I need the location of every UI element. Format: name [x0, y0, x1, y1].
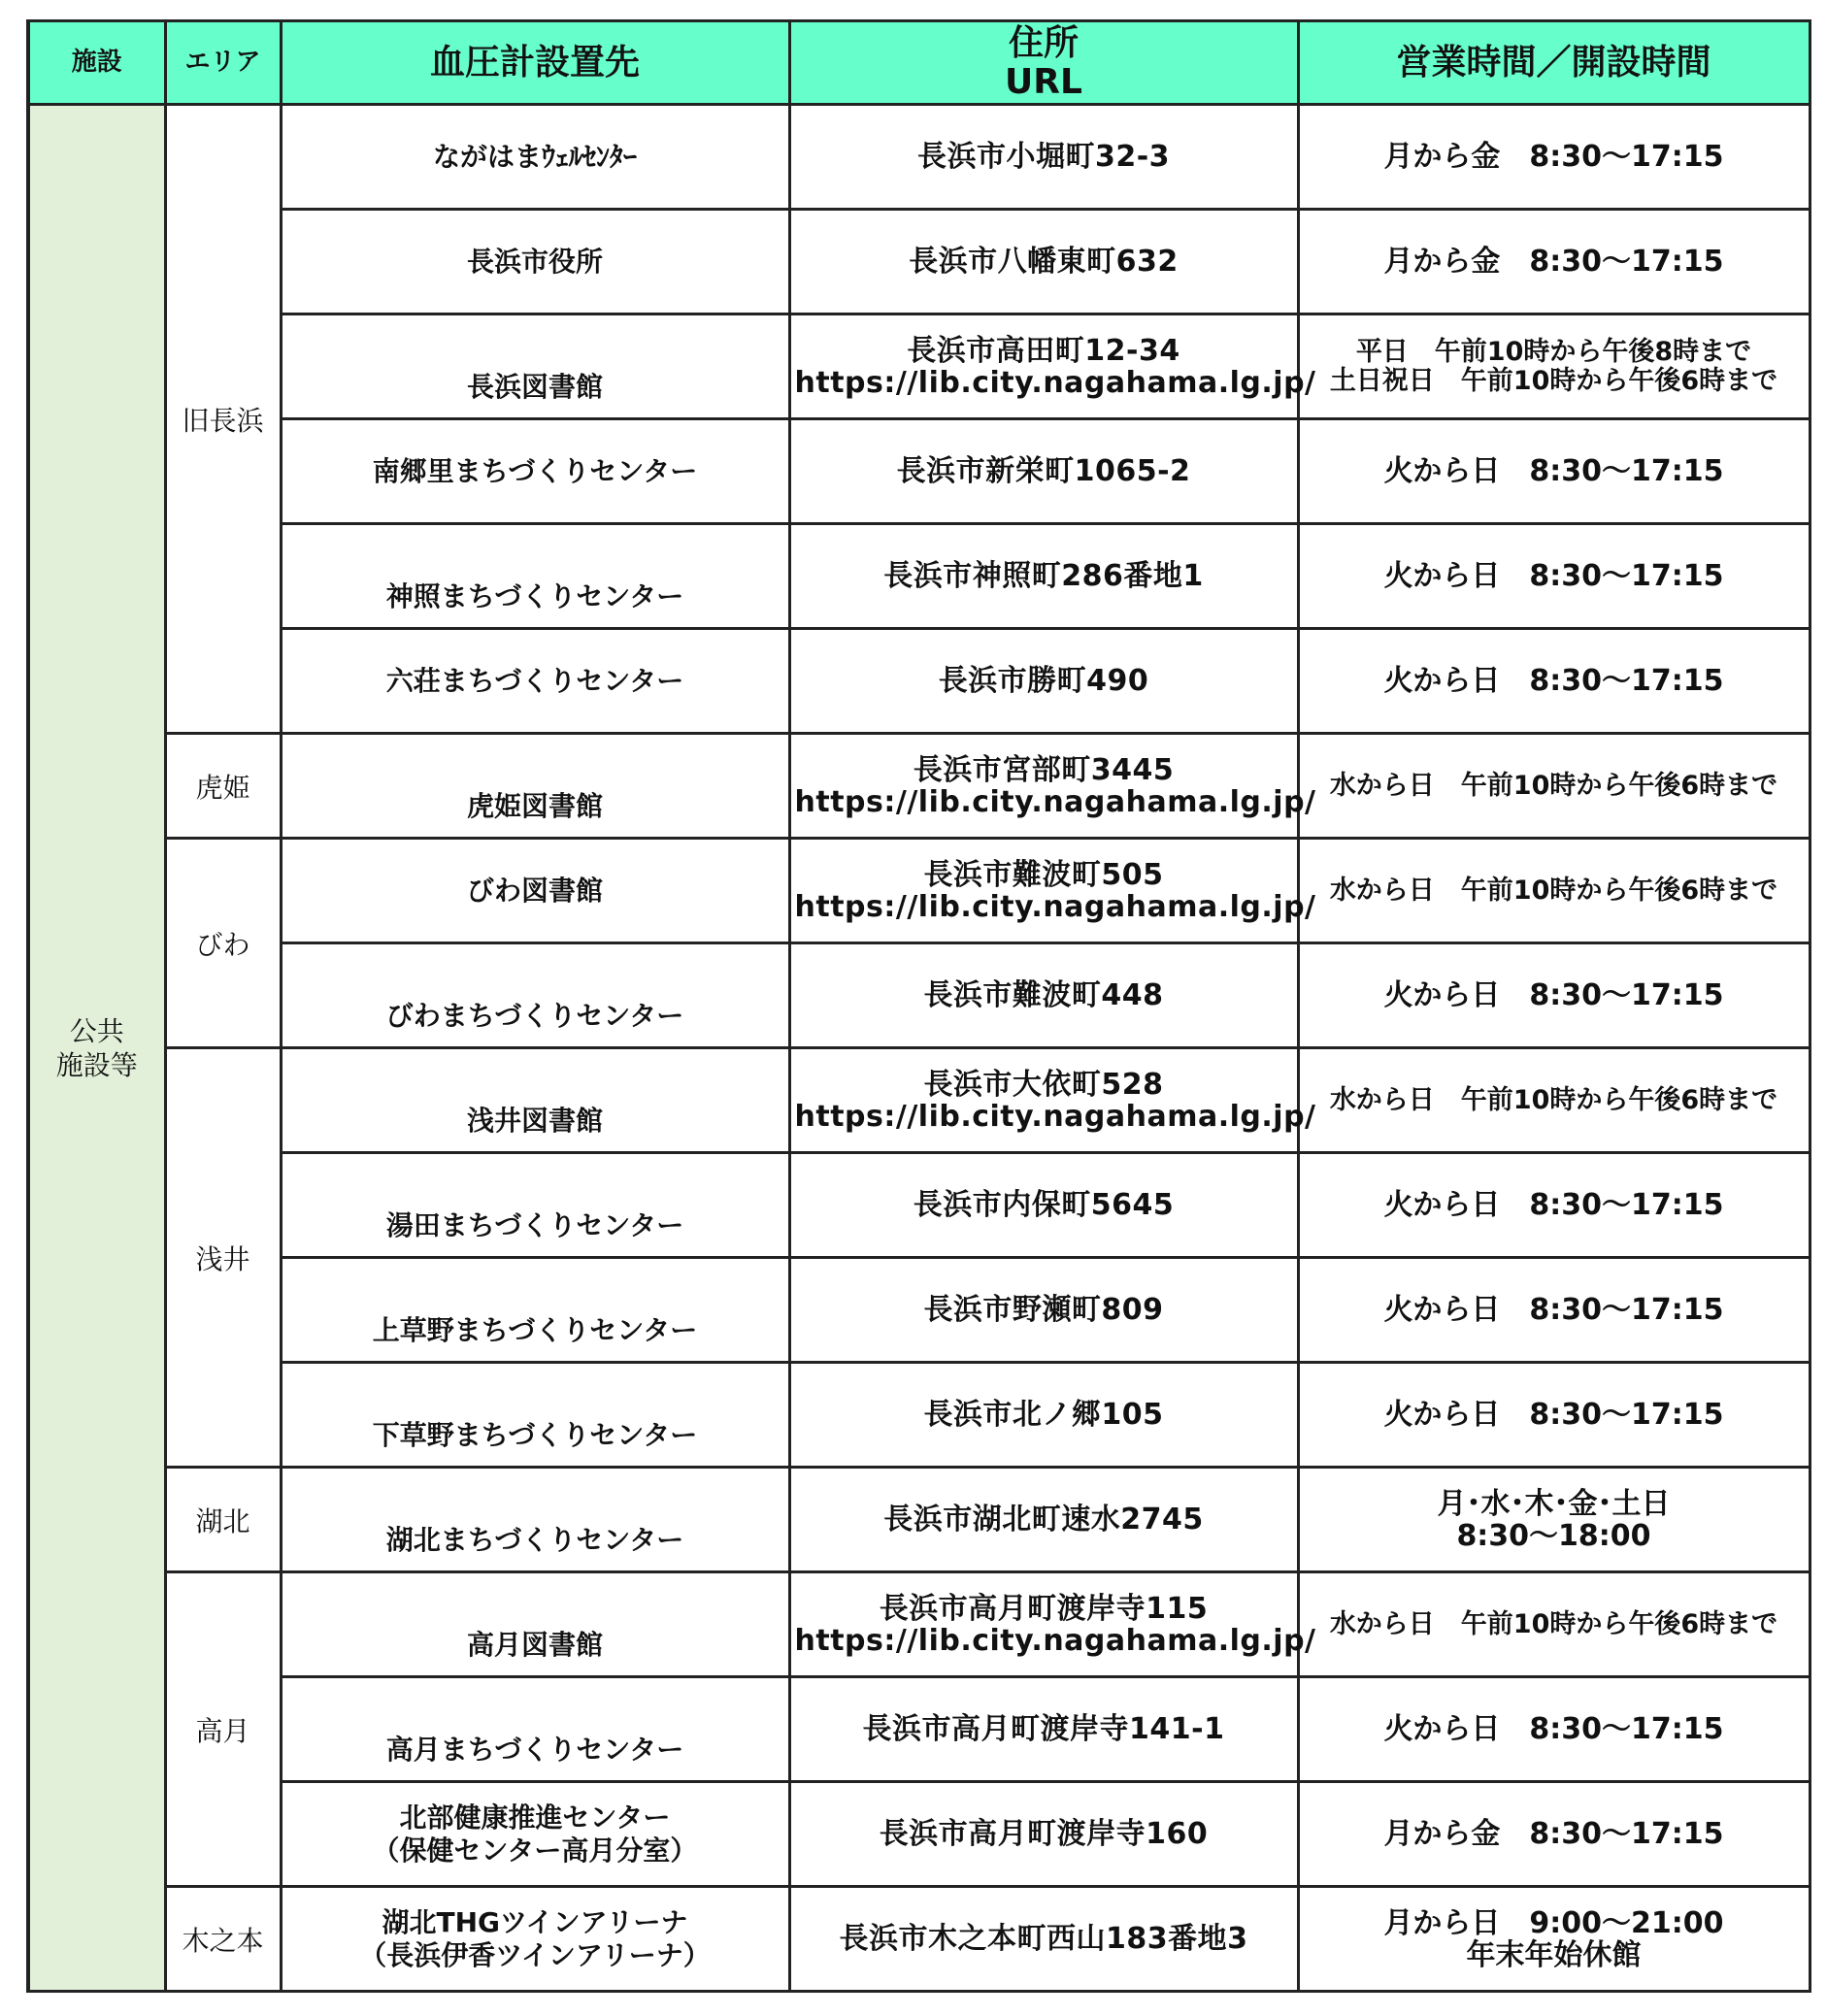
facility-type-line2: 施設等	[55, 1048, 138, 1081]
hours-text: 月から金 8:30～17:15	[1383, 1817, 1724, 1851]
hours-cell	[1298, 1468, 1810, 1572]
address-text: 長浜市神照町286番地1	[883, 559, 1204, 593]
header-location: 血圧計設置先	[281, 21, 789, 105]
address-text: 長浜市内保町5645	[913, 1188, 1175, 1222]
location-cell	[281, 1677, 789, 1782]
location-name: 南郷里まちづくりセンター	[372, 454, 698, 487]
address-url-link[interactable]: https://lib.city.nagahama.lg.jp/	[794, 1099, 1316, 1134]
hours-text: 月から金 8:30～17:15	[1383, 245, 1724, 279]
table-row	[28, 1677, 1810, 1782]
address-text: 長浜市難波町505	[923, 857, 1164, 892]
address-cell	[789, 105, 1298, 210]
header-address-label: 住所	[1008, 22, 1079, 63]
hours-cell	[1298, 1887, 1810, 1992]
location-cell	[281, 1363, 789, 1468]
table-row	[28, 419, 1810, 524]
table-row	[28, 524, 1810, 629]
address-text: 長浜市難波町448	[923, 978, 1164, 1012]
header-row	[28, 21, 1810, 105]
hours-text: 火から日 8:30～17:15	[1383, 664, 1724, 698]
hours-cell	[1298, 1048, 1810, 1153]
table-row	[28, 210, 1810, 314]
hours-text: 月から金 8:30～17:15	[1383, 140, 1724, 174]
address-cell	[789, 1887, 1298, 1992]
address-url-link[interactable]: https://lib.city.nagahama.lg.jp/	[794, 365, 1316, 400]
address-text: 長浜市高月町渡岸寺115	[879, 1591, 1209, 1626]
area-cell: 湖北	[165, 1468, 281, 1572]
hours-text: 火から日 8:30～17:15	[1383, 1712, 1724, 1746]
location-cell	[281, 105, 789, 210]
address-text: 長浜市小堀町32-3	[916, 140, 1171, 174]
hours-cell	[1298, 839, 1810, 943]
location-name: ながはまｳｪﾙｾﾝﾀｰ	[432, 140, 637, 173]
address-text: 長浜市野瀬町809	[923, 1293, 1164, 1327]
hours-cell	[1298, 734, 1810, 839]
table-row	[28, 1887, 1810, 1992]
hours-text: 水から日 午前10時から午後6時まで	[1329, 1608, 1778, 1639]
address-cell	[789, 314, 1316, 419]
address-cell	[789, 1153, 1298, 1258]
location-cell	[281, 1153, 789, 1258]
table-row	[28, 734, 1810, 839]
header-facility: 施設	[28, 21, 165, 105]
header-url-label: URL	[1005, 61, 1082, 102]
location-cell	[281, 524, 789, 629]
address-cell	[789, 1468, 1298, 1572]
address-cell	[789, 629, 1298, 734]
address-cell	[789, 839, 1316, 943]
address-text: 長浜市湖北町速水2745	[883, 1503, 1204, 1537]
table-row	[28, 1363, 1810, 1468]
hours-cell	[1298, 1363, 1810, 1468]
location-cell	[281, 1468, 789, 1572]
location-name: 浅井図書館	[466, 1105, 603, 1138]
address-text: 長浜市北ノ郷105	[923, 1398, 1164, 1432]
location-name: 虎姫図書館	[466, 790, 603, 823]
location-name: びわ図書館	[466, 874, 603, 907]
area-cell: 虎姫	[165, 734, 281, 839]
area-cell: 浅井	[165, 1048, 281, 1468]
hours-text: 水から日 午前10時から午後6時まで	[1329, 875, 1778, 906]
address-text: 長浜市高月町渡岸寺160	[879, 1817, 1209, 1851]
address-text: 長浜市宮部町3445	[913, 752, 1175, 787]
hours-text: 月から日 9:00～21:00	[1383, 1905, 1724, 1940]
hours-cell	[1298, 105, 1810, 210]
location-name: 高月まちづくりセンター	[385, 1734, 684, 1767]
location-cell	[281, 943, 789, 1048]
hours-text-2: 8:30～18:00	[1456, 1518, 1651, 1553]
location-cell	[281, 839, 789, 943]
table-row	[28, 314, 1810, 419]
hours-cell	[1298, 943, 1810, 1048]
hours-cell	[1298, 314, 1810, 419]
address-cell	[789, 1363, 1298, 1468]
location-name: 長浜市役所	[466, 245, 603, 278]
hours-text: 水から日 午前10時から午後6時まで	[1329, 1084, 1778, 1115]
location-name: 高月図書館	[466, 1629, 603, 1662]
hours-cell	[1298, 629, 1810, 734]
location-name: 下草野まちづくりセンター	[372, 1419, 698, 1452]
location-name: 神照まちづくりセンター	[385, 580, 684, 613]
location-name: 湖北まちづくりセンター	[385, 1524, 684, 1557]
facility-type-cell	[28, 105, 165, 1992]
header-area: エリア	[165, 21, 281, 105]
address-cell	[789, 419, 1298, 524]
table-row	[28, 105, 1810, 210]
address-cell	[789, 210, 1298, 314]
location-cell	[281, 419, 789, 524]
hours-text: 火から日 8:30～17:15	[1383, 1398, 1724, 1432]
table-row	[28, 1153, 1810, 1258]
header-hours: 営業時間／開設時間	[1298, 21, 1810, 105]
hours-text: 火から日 8:30～17:15	[1383, 454, 1724, 488]
location-name: 湖北THGツインアリーナ	[382, 1905, 688, 1938]
hours-text: 水から日 午前10時から午後6時まで	[1329, 770, 1778, 801]
table-row	[28, 629, 1810, 734]
address-text: 長浜市木之本町西山183番地3	[839, 1922, 1248, 1956]
hours-text: 火から日 8:30～17:15	[1383, 978, 1724, 1012]
location-name-sub: （保健センター高月分室）	[372, 1834, 698, 1867]
address-text: 長浜市高田町12-34	[907, 333, 1180, 368]
address-url-link[interactable]: https://lib.city.nagahama.lg.jp/	[794, 784, 1316, 819]
address-cell	[789, 1782, 1298, 1887]
location-cell	[281, 314, 789, 419]
hours-cell	[1298, 210, 1810, 314]
location-name-sub: （長浜伊香ツインアリーナ）	[359, 1938, 711, 1971]
location-name: 北部健康推進センター	[399, 1801, 671, 1834]
hours-text: 火から日 8:30～17:15	[1383, 1188, 1724, 1222]
table-row	[28, 943, 1810, 1048]
location-name: びわまちづくりセンター	[385, 1000, 684, 1033]
hours-text-2: 土日祝日 午前10時から午後6時まで	[1329, 365, 1778, 396]
location-name: 上草野まちづくりセンター	[372, 1314, 698, 1347]
address-url-link[interactable]: https://lib.city.nagahama.lg.jp/	[794, 889, 1316, 924]
address-text: 長浜市大依町528	[923, 1067, 1164, 1102]
location-cell	[281, 734, 789, 839]
table-row	[28, 839, 1810, 943]
blood-pressure-monitor-table	[26, 19, 1811, 1993]
location-name: 湯田まちづくりセンター	[385, 1209, 684, 1242]
address-text: 長浜市新栄町1065-2	[896, 454, 1191, 488]
hours-text: 火から日 8:30～17:15	[1383, 559, 1724, 593]
address-text: 長浜市勝町490	[938, 664, 1149, 698]
address-text: 長浜市高月町渡岸寺141-1	[862, 1712, 1225, 1746]
table-row	[28, 1258, 1810, 1363]
address-url-link[interactable]: https://lib.city.nagahama.lg.jp/	[794, 1623, 1316, 1658]
header-address-url	[789, 21, 1298, 105]
address-cell	[789, 1677, 1298, 1782]
hours-cell	[1298, 1677, 1810, 1782]
address-cell	[789, 1048, 1316, 1153]
location-name: 長浜図書館	[466, 371, 603, 404]
location-cell	[281, 1572, 789, 1677]
address-cell	[789, 524, 1298, 629]
table-row	[28, 1782, 1810, 1887]
location-cell	[281, 629, 789, 734]
area-cell: びわ	[165, 839, 281, 1048]
hours-cell	[1298, 524, 1810, 629]
hours-cell	[1298, 1572, 1810, 1677]
area-cell: 木之本	[165, 1887, 281, 1992]
hours-text: 月･水･木･金･土日	[1437, 1486, 1671, 1521]
table-row	[28, 1572, 1810, 1677]
hours-cell	[1298, 1153, 1810, 1258]
address-cell	[789, 943, 1298, 1048]
hours-cell	[1298, 1258, 1810, 1363]
location-cell	[281, 1782, 789, 1887]
hours-cell	[1298, 1782, 1810, 1887]
hours-text: 火から日 8:30～17:15	[1383, 1293, 1724, 1327]
location-cell	[281, 1258, 789, 1363]
location-cell	[281, 1048, 789, 1153]
location-cell	[281, 210, 789, 314]
location-name: 六荘まちづくりセンター	[385, 664, 684, 697]
address-cell	[789, 1572, 1316, 1677]
table-row	[28, 1048, 1810, 1153]
address-cell	[789, 734, 1316, 839]
hours-text-2: 年末年始休館	[1466, 1937, 1642, 1972]
address-text: 長浜市八幡東町632	[909, 245, 1179, 279]
area-cell: 旧長浜	[165, 105, 281, 734]
location-cell	[281, 1887, 789, 1992]
area-cell: 高月	[165, 1572, 281, 1887]
table-row	[28, 1468, 1810, 1572]
hours-text: 平日 午前10時から午後8時まで	[1355, 336, 1752, 367]
address-cell	[789, 1258, 1298, 1363]
hours-cell	[1298, 419, 1810, 524]
facility-type-line1: 公共	[69, 1014, 124, 1047]
